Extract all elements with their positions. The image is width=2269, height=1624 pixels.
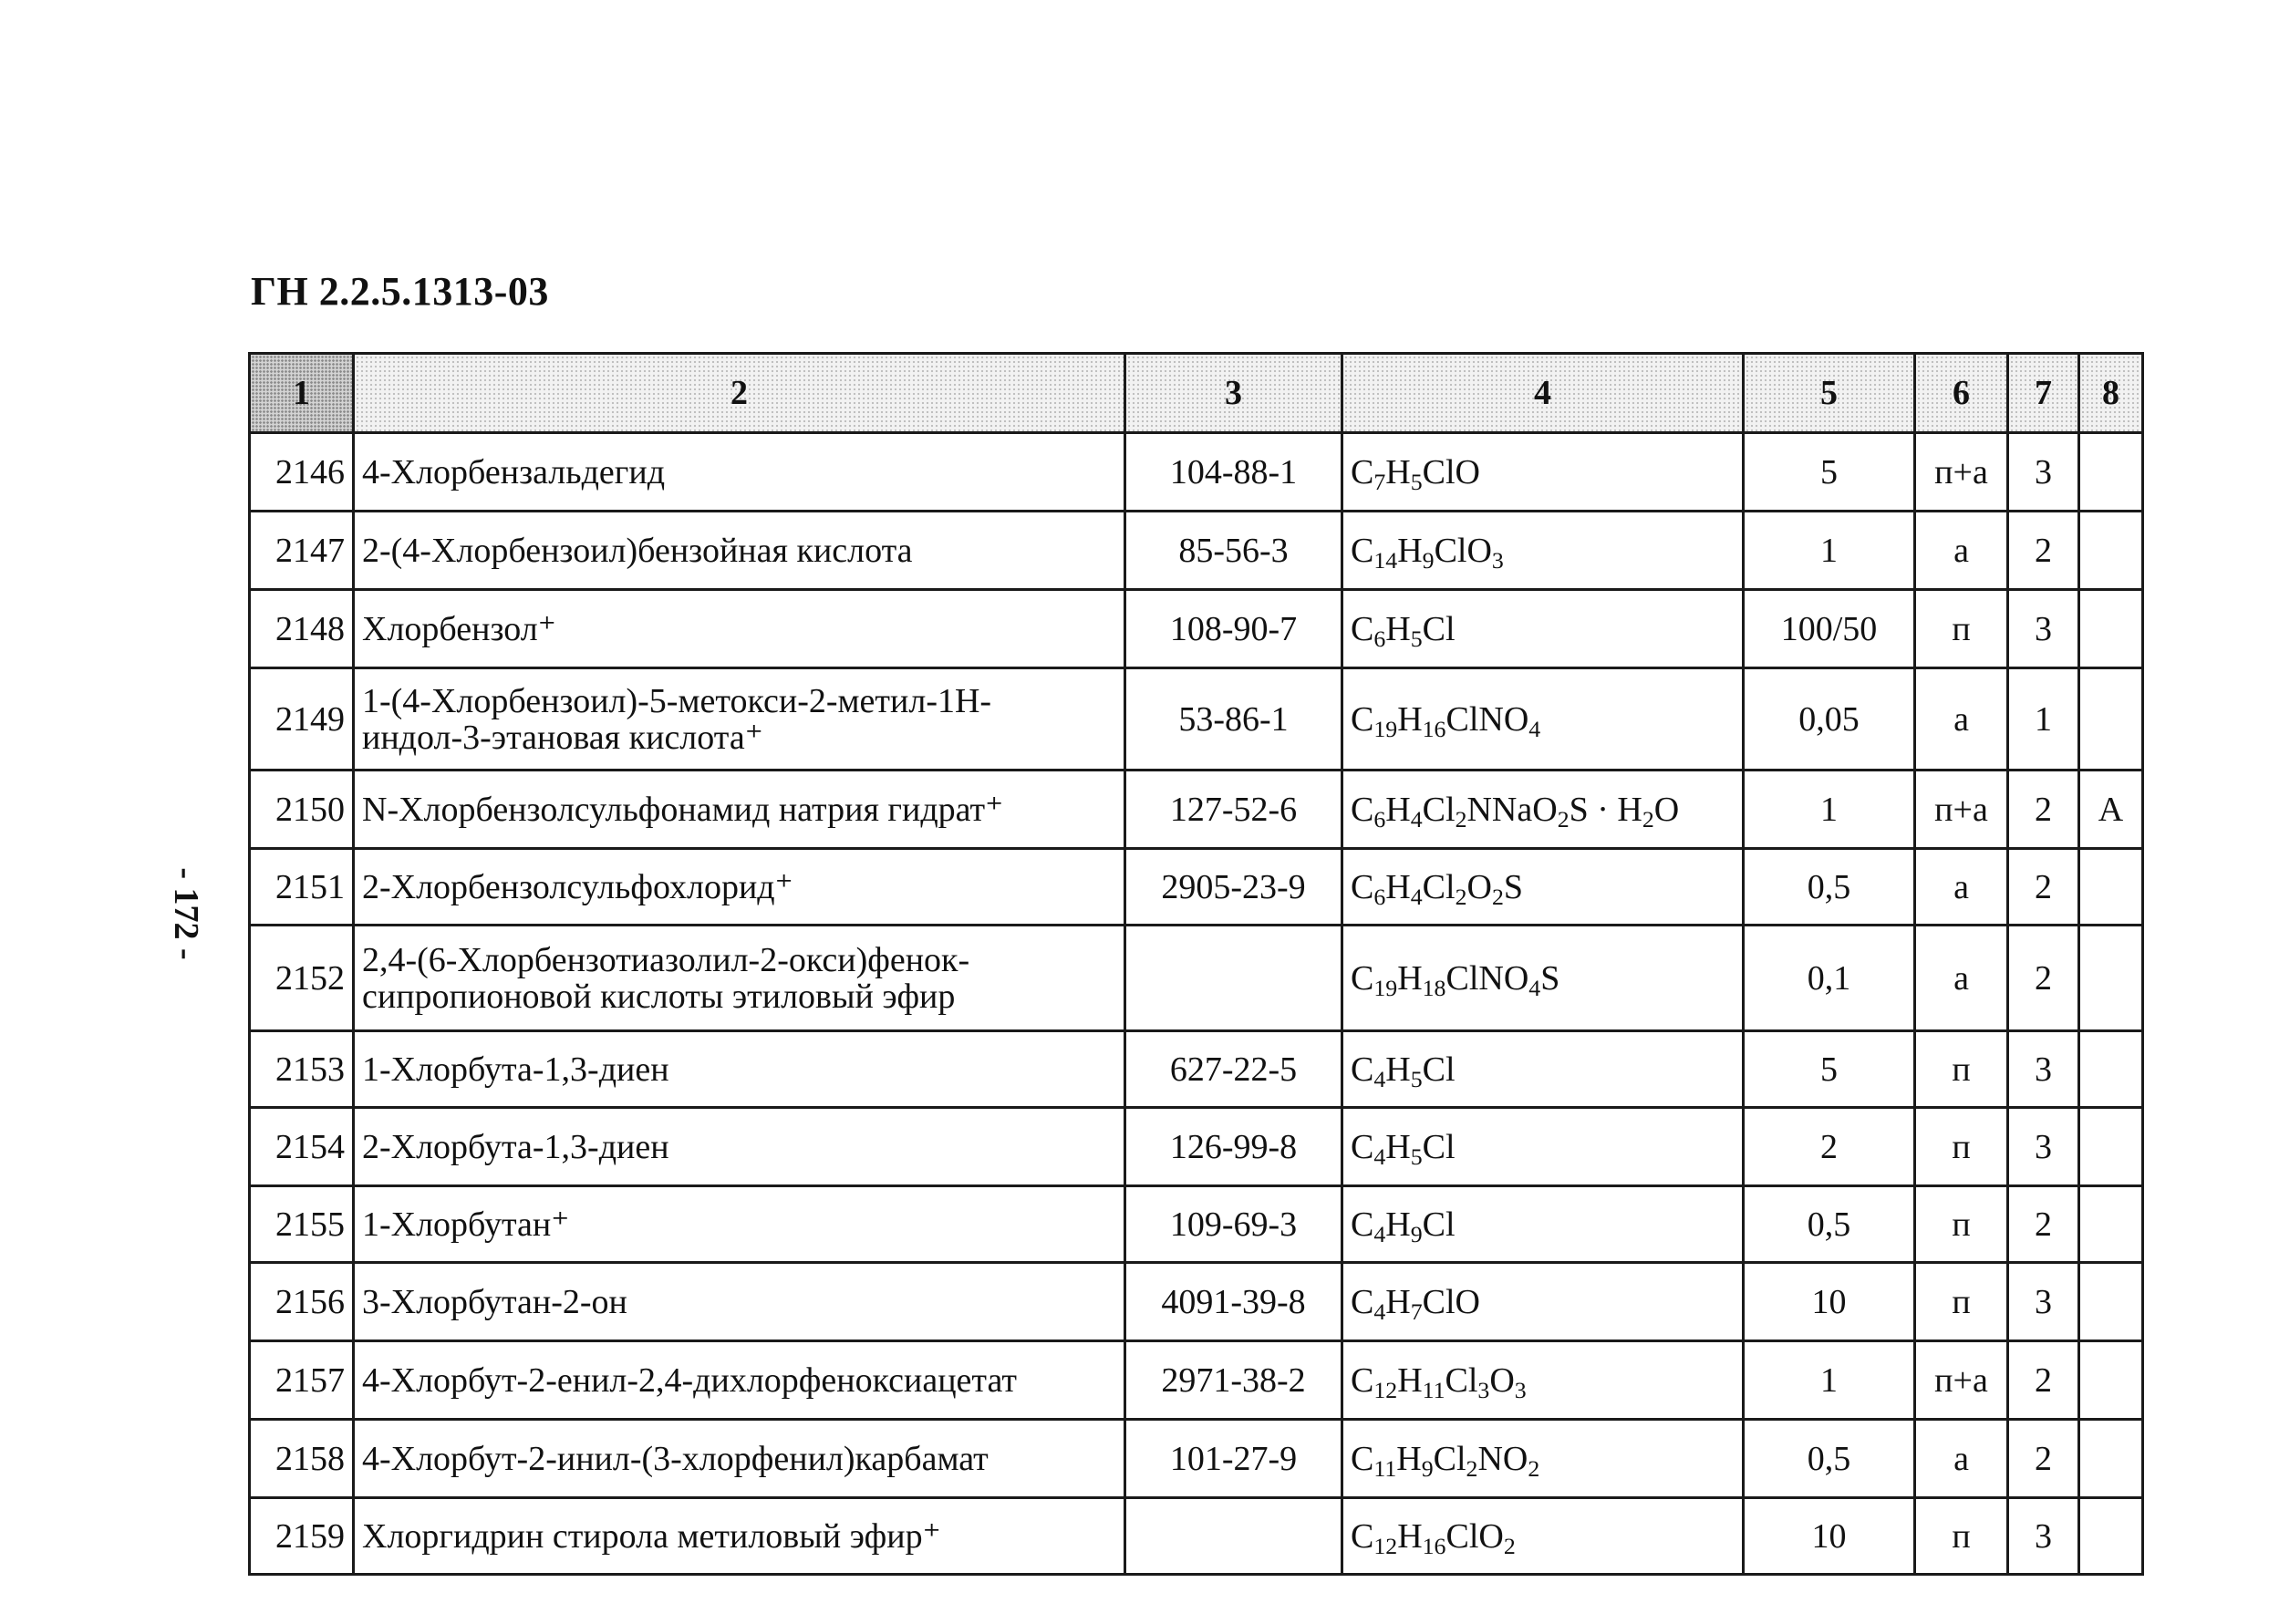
substance-name-cell: Хлоргидрин стирола метиловый эфир⁺ (354, 1498, 1125, 1575)
formula-cell: $C_{19}H_{18}ClNO_4S$ (1342, 926, 1744, 1031)
aggregate-state-cell: а (1915, 668, 2008, 771)
note-cell (2079, 512, 2143, 590)
note-cell (2079, 926, 2143, 1031)
aggregate-state-cell: п (1915, 1031, 2008, 1108)
note-cell (2079, 433, 2143, 512)
table-row (250, 433, 2143, 512)
value-cell: 2 (1744, 1108, 1915, 1186)
row-number-cell: 2159 (250, 1498, 354, 1575)
cas-number-cell: 126-99-8 (1125, 1108, 1342, 1186)
note-cell (2079, 1108, 2143, 1186)
hazard-class-cell: 3 (2008, 1108, 2079, 1186)
cas-number-cell: 108-90-7 (1125, 590, 1342, 668)
substance-name-cell: N-Хлорбензолсульфонамид натрия гидрат⁺ (354, 771, 1125, 849)
aggregate-state-cell: а (1915, 849, 2008, 926)
note-cell (2079, 1263, 2143, 1341)
cas-number-cell: 101-27-9 (1125, 1420, 1342, 1498)
hazard-class-cell: 3 (2008, 433, 2079, 512)
table-row (250, 1186, 2143, 1263)
column-header-7: 7 (2008, 354, 2079, 433)
row-number-cell: 2156 (250, 1263, 354, 1341)
aggregate-state-cell: п+а (1915, 771, 2008, 849)
note-cell: А (2079, 771, 2143, 849)
aggregate-state-cell: п+а (1915, 433, 2008, 512)
table-header-row (250, 354, 2143, 433)
cas-number-cell: 109-69-3 (1125, 1186, 1342, 1263)
hazard-class-cell: 2 (2008, 512, 2079, 590)
hazard-class-cell: 3 (2008, 1263, 2079, 1341)
substance-name-cell: 2,4-(6-Хлорбензотиазолил-2-окси)фенок-сипропионовой кислоты этиловый эфир (354, 926, 1125, 1031)
substance-name-cell: 4-Хлорбут-2-инил-(3-хлорфенил)карбамат (354, 1420, 1125, 1498)
row-number-cell: 2155 (250, 1186, 354, 1263)
formula-cell: $C_6H_4Cl_2O_2S$ (1342, 849, 1744, 926)
value-cell: 1 (1744, 512, 1915, 590)
row-number-cell: 2157 (250, 1341, 354, 1420)
table-row (250, 668, 2143, 771)
table-row (250, 1341, 2143, 1420)
hazard-class-cell: 2 (2008, 1186, 2079, 1263)
table-row (250, 1108, 2143, 1186)
value-cell: 10 (1744, 1263, 1915, 1341)
hazard-class-cell: 3 (2008, 590, 2079, 668)
row-number-cell: 2147 (250, 512, 354, 590)
aggregate-state-cell: а (1915, 512, 2008, 590)
value-cell: 100/50 (1744, 590, 1915, 668)
value-cell: 0,5 (1744, 849, 1915, 926)
note-cell (2079, 849, 2143, 926)
column-header-6: 6 (1915, 354, 2008, 433)
aggregate-state-cell: а (1915, 1420, 2008, 1498)
cas-number-cell: 85-56-3 (1125, 512, 1342, 590)
hazard-class-cell: 1 (2008, 668, 2079, 771)
aggregate-state-cell: п (1915, 590, 2008, 668)
note-cell (2079, 1031, 2143, 1108)
hazard-class-cell: 2 (2008, 1420, 2079, 1498)
document-title: ГН 2.2.5.1313-03 (251, 269, 549, 314)
cas-number-cell (1125, 1498, 1342, 1575)
table-row (250, 771, 2143, 849)
formula-cell: $C_4H_7ClO$ (1342, 1263, 1744, 1341)
substance-name-cell: 3-Хлорбутан-2-он (354, 1263, 1125, 1341)
aggregate-state-cell: а (1915, 926, 2008, 1031)
value-cell: 0,1 (1744, 926, 1915, 1031)
substance-name-cell: 2-(4-Хлорбензоил)бензойная кислота (354, 512, 1125, 590)
row-number-cell: 2146 (250, 433, 354, 512)
column-header-5: 5 (1744, 354, 1915, 433)
cas-number-cell: 4091-39-8 (1125, 1263, 1342, 1341)
cas-number-cell: 127-52-6 (1125, 771, 1342, 849)
value-cell: 1 (1744, 771, 1915, 849)
note-cell (2079, 590, 2143, 668)
substance-name-cell: Хлорбензол⁺ (354, 590, 1125, 668)
note-cell (2079, 1420, 2143, 1498)
table-row (250, 1263, 2143, 1341)
value-cell: 5 (1744, 1031, 1915, 1108)
column-header-1: 1 (250, 354, 354, 433)
formula-cell: $C_{12}H_{16}ClO_2$ (1342, 1498, 1744, 1575)
substance-name-cell: 2-Хлорбензолсульфохлорид⁺ (354, 849, 1125, 926)
formula-cell: $C_6H_4Cl_2NNaO_2S \cdot H_2O$ (1342, 771, 1744, 849)
value-cell: 5 (1744, 433, 1915, 512)
substance-name-cell: 2-Хлорбута-1,3-диен (354, 1108, 1125, 1186)
column-header-3: 3 (1125, 354, 1342, 433)
note-cell (2079, 1498, 2143, 1575)
substance-name-cell: 1-Хлорбута-1,3-диен (354, 1031, 1125, 1108)
formula-cell: $C_{14}H_9ClO_3$ (1342, 512, 1744, 590)
row-number-cell: 2152 (250, 926, 354, 1031)
row-number-cell: 2150 (250, 771, 354, 849)
substance-table (248, 352, 2144, 1576)
substance-name-cell: 1-(4-Хлорбензоил)-5-метокси-2-метил-1Н-индол-3-этановая кислота⁺ (354, 668, 1125, 771)
hazard-class-cell: 2 (2008, 926, 2079, 1031)
column-header-4: 4 (1342, 354, 1744, 433)
table-row (250, 590, 2143, 668)
column-header-2: 2 (354, 354, 1125, 433)
row-number-cell: 2148 (250, 590, 354, 668)
cas-number-cell: 627-22-5 (1125, 1031, 1342, 1108)
page-number: - 172 - (167, 867, 205, 960)
hazard-class-cell: 3 (2008, 1498, 2079, 1575)
formula-cell: $C_{11}H_9Cl_2NO_2$ (1342, 1420, 1744, 1498)
formula-cell: $C_{19}H_{16}ClNO_4$ (1342, 668, 1744, 771)
value-cell: 0,5 (1744, 1186, 1915, 1263)
formula-cell: $C_4H_5Cl$ (1342, 1108, 1744, 1186)
row-number-cell: 2154 (250, 1108, 354, 1186)
column-header-8: 8 (2079, 354, 2143, 433)
cas-number-cell: 53-86-1 (1125, 668, 1342, 771)
substance-name-cell: 4-Хлорбензальдегид (354, 433, 1125, 512)
row-number-cell: 2149 (250, 668, 354, 771)
formula-cell: $C_7H_5ClO$ (1342, 433, 1744, 512)
hazard-class-cell: 2 (2008, 771, 2079, 849)
cas-number-cell (1125, 926, 1342, 1031)
row-number-cell: 2151 (250, 849, 354, 926)
substance-name-cell: 4-Хлорбут-2-енил-2,4-дихлорфеноксиацетат (354, 1341, 1125, 1420)
substance-name-cell: 1-Хлорбутан⁺ (354, 1186, 1125, 1263)
aggregate-state-cell: п+а (1915, 1341, 2008, 1420)
row-number-cell: 2153 (250, 1031, 354, 1108)
hazard-class-cell: 2 (2008, 1341, 2079, 1420)
row-number-cell: 2158 (250, 1420, 354, 1498)
hazard-class-cell: 3 (2008, 1031, 2079, 1108)
table-row (250, 926, 2143, 1031)
value-cell: 1 (1744, 1341, 1915, 1420)
hazard-class-cell: 2 (2008, 849, 2079, 926)
table-row (250, 1498, 2143, 1575)
table-row (250, 1420, 2143, 1498)
note-cell (2079, 1186, 2143, 1263)
table-row (250, 512, 2143, 590)
formula-cell: $C_4H_9Cl$ (1342, 1186, 1744, 1263)
cas-number-cell: 104-88-1 (1125, 433, 1342, 512)
formula-cell: $C_{12}H_{11}Cl_3O_3$ (1342, 1341, 1744, 1420)
formula-cell: $C_6H_5Cl$ (1342, 590, 1744, 668)
aggregate-state-cell: п (1915, 1108, 2008, 1186)
cas-number-cell: 2971-38-2 (1125, 1341, 1342, 1420)
aggregate-state-cell: п (1915, 1498, 2008, 1575)
note-cell (2079, 668, 2143, 771)
cas-number-cell: 2905-23-9 (1125, 849, 1342, 926)
note-cell (2079, 1341, 2143, 1420)
value-cell: 0,5 (1744, 1420, 1915, 1498)
value-cell: 10 (1744, 1498, 1915, 1575)
formula-cell: $C_4H_5Cl$ (1342, 1031, 1744, 1108)
table-row (250, 849, 2143, 926)
value-cell: 0,05 (1744, 668, 1915, 771)
aggregate-state-cell: п (1915, 1186, 2008, 1263)
aggregate-state-cell: п (1915, 1263, 2008, 1341)
table-row (250, 1031, 2143, 1108)
table-body (250, 433, 2143, 1575)
